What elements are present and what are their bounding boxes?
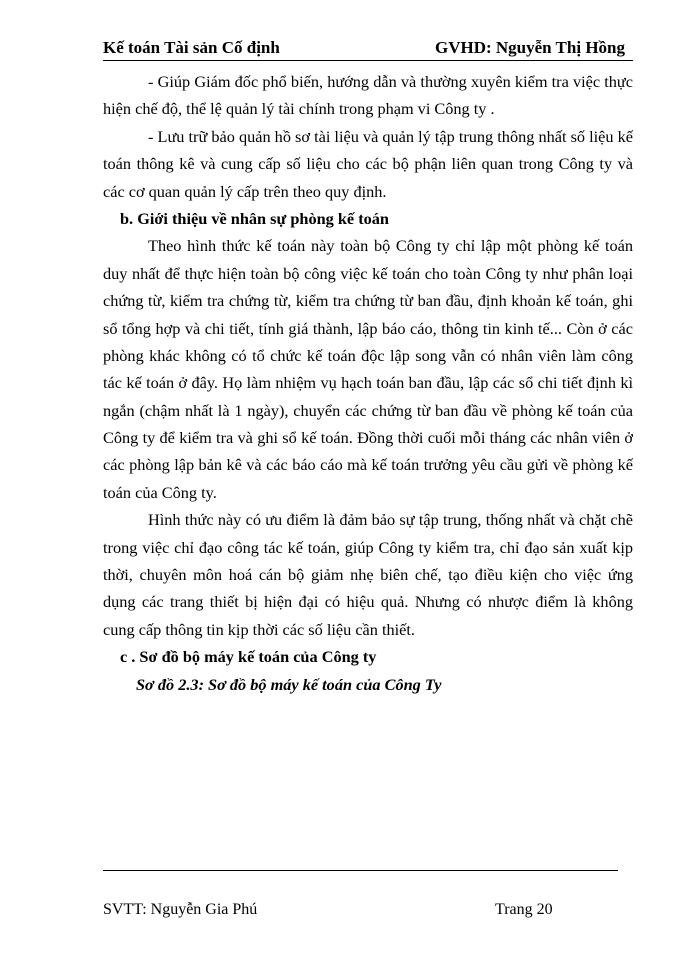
page-header <box>103 38 633 61</box>
page-footer <box>103 870 618 918</box>
text-line: hiện chế độ, thể lệ quản lý tài chính trong phạm vi Công ty . <box>103 99 495 119</box>
text-line: sổ tổng hợp và chi tiết, tính giá thành, lập báo cáo, thông tin kinh tế... Còn ở các <box>103 318 633 338</box>
text-line: - Giúp Giám đốc phổ biến, hướng dẫn và thường xuyên kiểm tra việc thực <box>148 72 633 91</box>
text-line: Công ty để kiểm tra và ghi sổ kế toán. Đồng thời cuối mỗi tháng các nhân viên ở <box>103 428 633 448</box>
diagram-caption <box>103 671 633 698</box>
text-line: thời, chuyên môn hoá cán bộ giảm nhẹ biên chế, tạo điều kiện cho việc ứng <box>103 565 633 585</box>
text-line: cung cấp thông tin kịp thời các số liệu cần thiết. <box>103 619 415 639</box>
footer-student: SVTT: Nguyễn Gia Phú <box>103 901 258 918</box>
paragraph <box>103 123 633 205</box>
header-title: Kế toán Tài sản Cố định <box>103 38 280 57</box>
text-line: Hình thức này có ưu điểm là đảm bảo sự tập trung, thống nhất và chặt chẽ <box>148 510 633 530</box>
text-line: ngắn (chậm nhất là 1 ngày), chuyển các chứng từ ban đầu về phòng kế toán của <box>103 400 633 420</box>
section-heading <box>103 643 633 670</box>
text-line: chứng từ, kiểm tra chứng từ, kiểm tra chứng từ ban đầu, định khoản kế toán, ghi <box>103 291 633 311</box>
header-instructor: GVHD: Nguyễn Thị Hồng <box>434 38 625 57</box>
text-line: phòng khác không có tổ chức kế toán độc lập song vẫn có nhân viên làm công <box>103 345 633 365</box>
text-line: - Lưu trữ bảo quản hồ sơ tài liệu và quản lý tập trung thông nhất số liệu kế <box>148 126 633 146</box>
text-line: trong việc chỉ đạo công tác kế toán, giúp Công ty kiểm tra, chỉ đạo sản xuất kịp <box>103 537 633 557</box>
footer-page-number: Trang 20 <box>495 901 553 918</box>
text-line: duy nhất để thực hiện toàn bộ công việc kế toán cho toàn Công ty như phân loại <box>103 263 633 283</box>
text-line: dụng các trang thiết bị hiện đại có hiệu quả. Nhưng có nhược điểm là không <box>103 592 633 612</box>
section-heading <box>103 205 633 232</box>
document-body <box>103 68 633 698</box>
text-line: Theo hình thức kế toán này toàn bộ Công ty chỉ lập một phòng kế toán <box>148 236 633 256</box>
text-line: c . Sơ đồ bộ máy kế toán của Công ty <box>120 647 377 667</box>
text-line: b. Giới thiệu về nhân sự phòng kế toán <box>120 208 389 228</box>
paragraph <box>103 506 633 643</box>
text-line: toán thông kê và cung cấp số liệu cho các bộ phận liên quan trong Công ty và <box>103 154 633 174</box>
paragraph <box>103 68 633 123</box>
text-line: các cơ quan quản lý cấp trên theo quy định. <box>103 181 387 201</box>
text-line: Sơ đồ 2.3: Sơ đồ bộ máy kế toán của Công Ty <box>136 674 442 694</box>
paragraph <box>103 232 633 506</box>
text-line: các phòng lập bản kê và các báo cáo mà kế toán trưởng yêu cầu gửi về phòng kế <box>103 455 633 475</box>
text-line: toán của Công ty. <box>103 482 217 502</box>
text-line: tác kế toán ở đây. Họ làm nhiệm vụ hạch toán ban đầu, lập các sổ chi tiết định kì <box>103 373 633 393</box>
